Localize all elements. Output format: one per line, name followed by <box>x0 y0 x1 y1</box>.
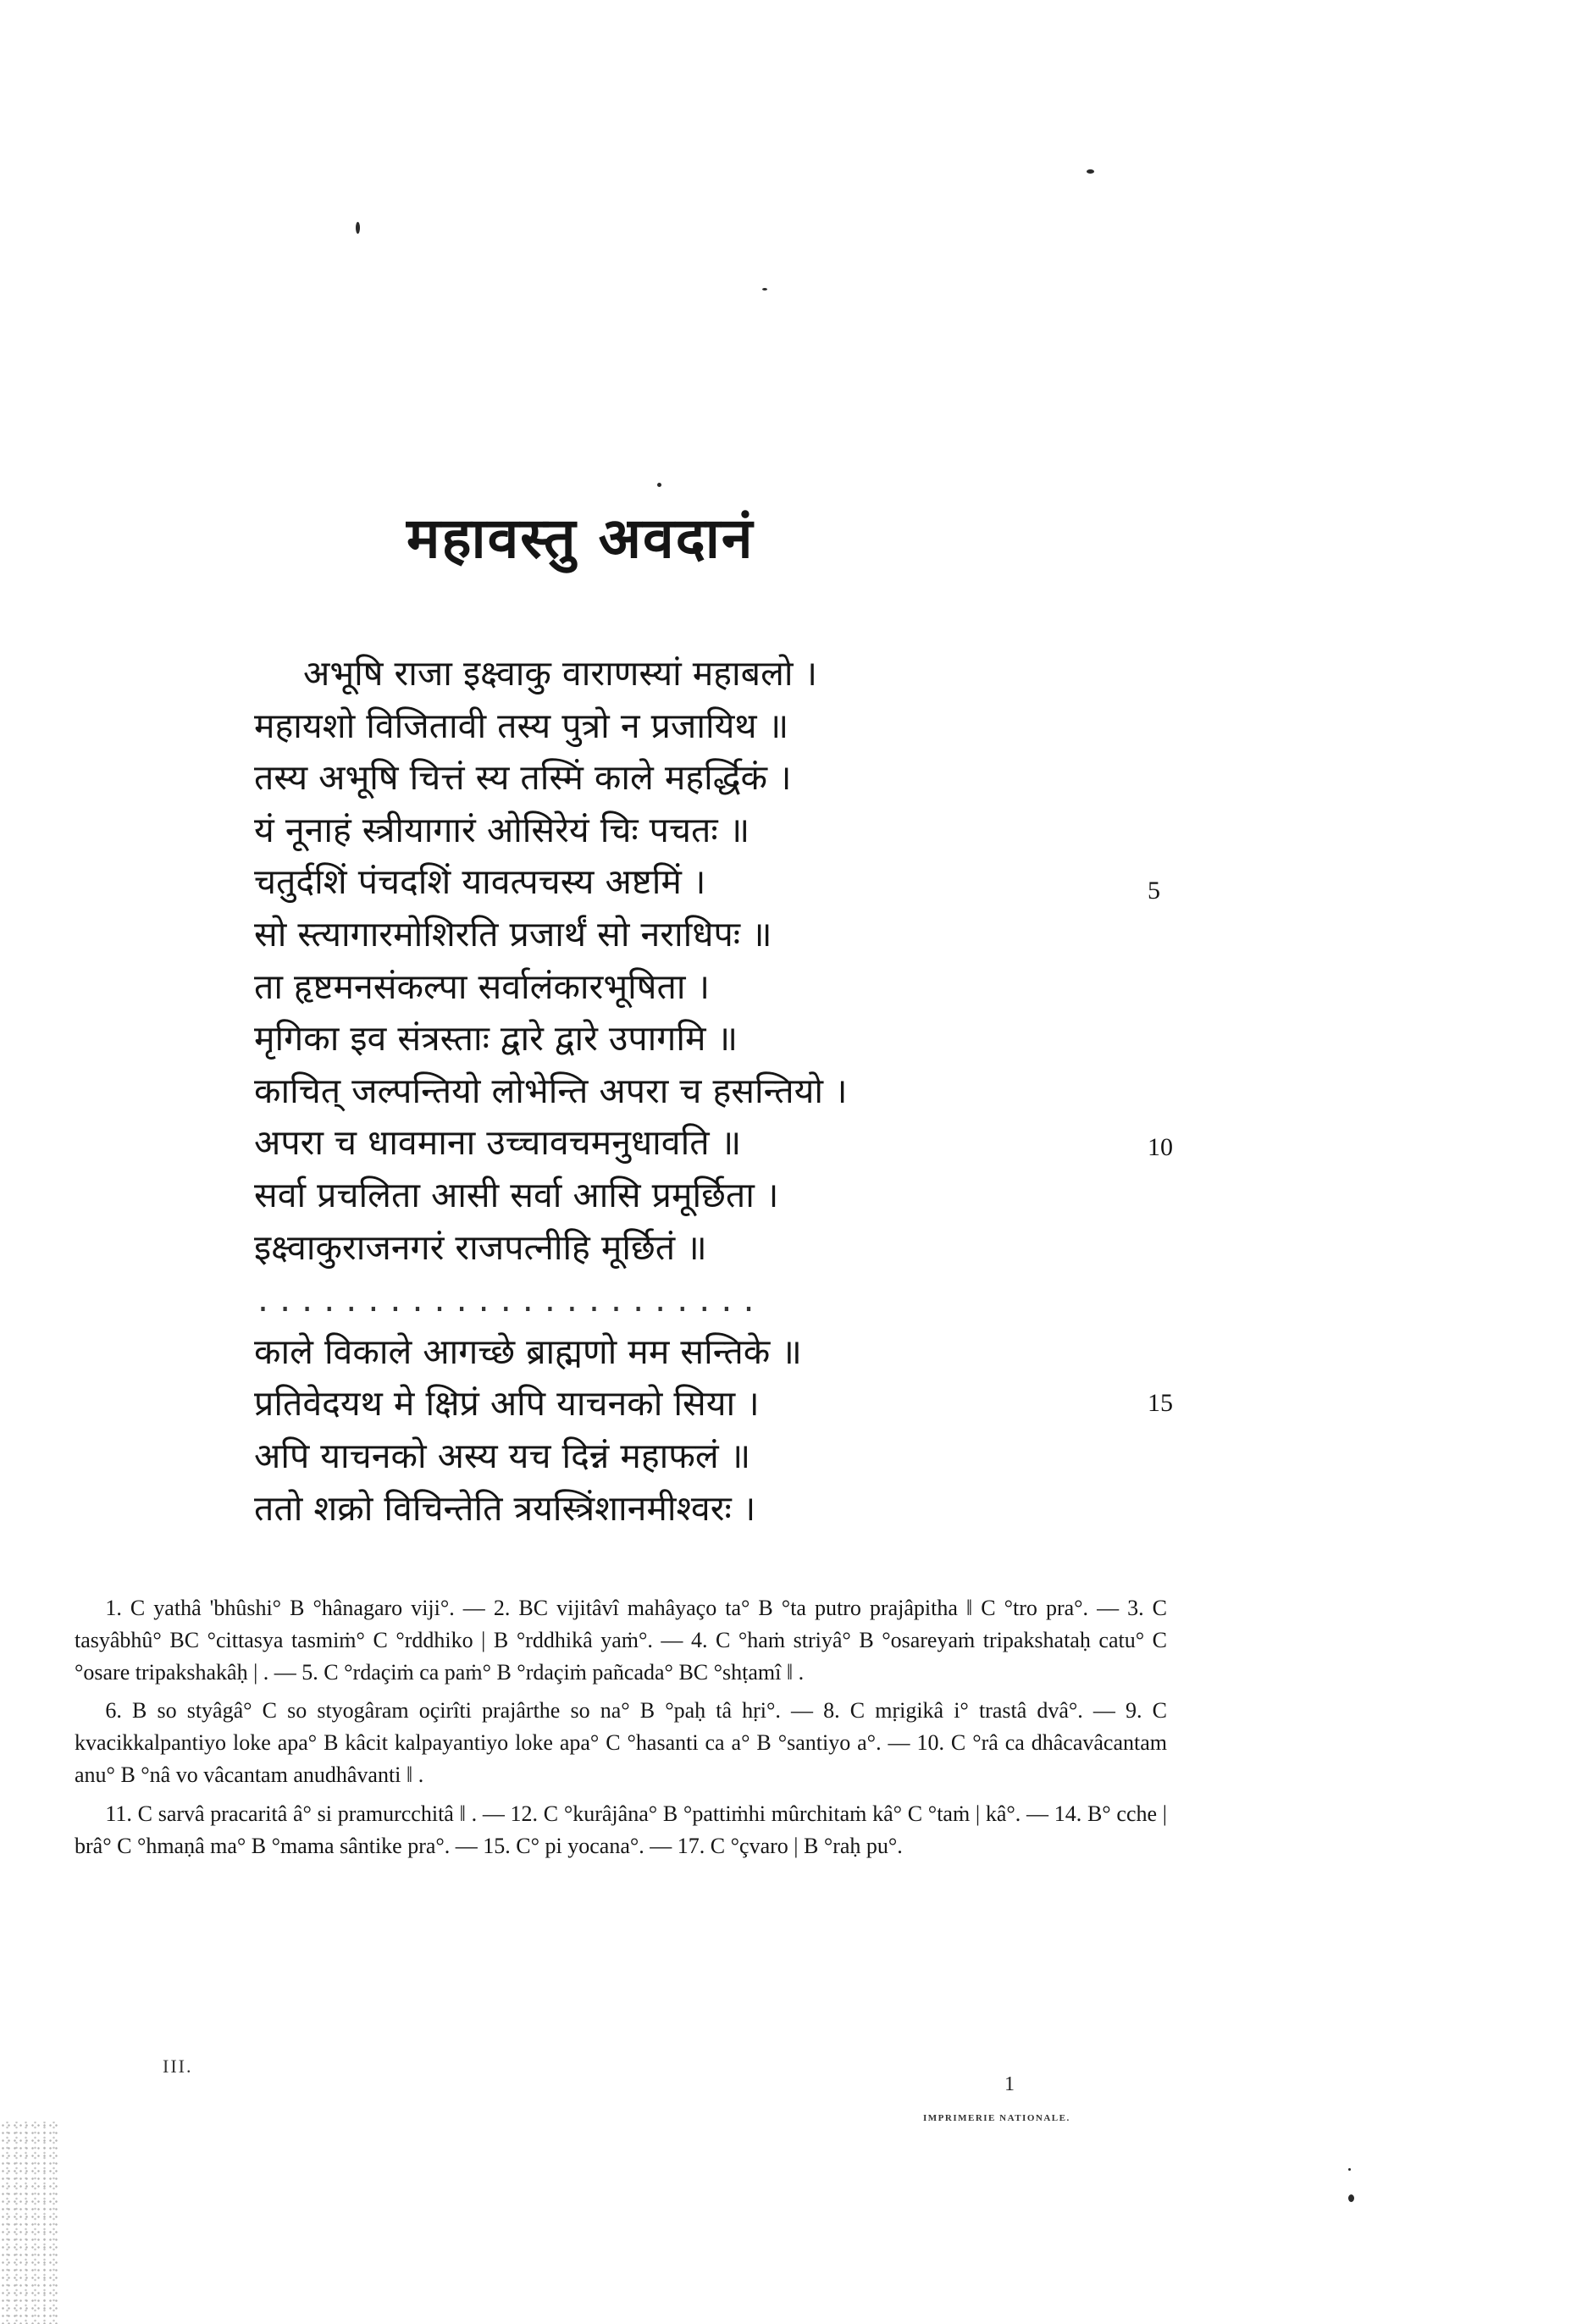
verse-block <box>254 648 1186 1535</box>
signature-mark: III. <box>163 2056 193 2077</box>
scan-speck <box>356 222 360 234</box>
verse-line-10: अपरा च धावमाना उच्चावचमनुधावति ॥ <box>254 1122 742 1164</box>
verse-line-15: प्रतिवेदयथ मे क्षिप्रं अपि याचनको सिया । <box>254 1383 760 1425</box>
verse-line-2: महायशो विजितावी तस्य पुत्रो न प्रजायिथ ॥ <box>254 705 789 746</box>
verse-line-11: सर्वा प्रचलिता आसी सर्वा आसि प्रमूर्छिता । <box>254 1174 779 1215</box>
footnotes <box>75 1592 1167 1868</box>
verse-line-12: इक्ष्वाकुराजनगरं राजपत्नीहि मूर्छितं ॥ <box>254 1226 707 1268</box>
scan-speck <box>762 288 767 290</box>
scan-speck <box>1348 2168 1351 2171</box>
lacuna-dots: . . . . . . . . . . . . . . . . . . . . . . . <box>257 1279 755 1320</box>
line-number-10: 10 <box>1148 1133 1173 1161</box>
sheet-number: 1 <box>1004 2073 1015 2095</box>
verse-line-5: चतुर्दशिं पंचदशिं यावत्पचस्य अष्टमिं । <box>254 861 706 903</box>
verse-line-4: यं नूनाहं स्त्रीयागारं ओसिरेयं चिः पचतः ॥ <box>254 809 750 850</box>
verse-line-16: अपि याचनको अस्य यच दिन्नं महाफलं ॥ <box>254 1435 751 1476</box>
verse-line-1: अभूषि राजा इक्ष्वाकु वाराणस्यां महाबलो । <box>303 653 818 694</box>
line-number-5: 5 <box>1148 877 1160 905</box>
verse-line-3: तस्य अभूषि चित्तं स्य तस्मिं काले महर्द्धिकं । <box>254 757 792 799</box>
verse-line-14: काले विकाले आगच्छे ब्राह्मणो मम सन्तिके ॥ <box>254 1331 802 1372</box>
footnote-paragraph-2: 6. B so styâgâ° C so styogâram oçirîti prajârthe so na° B °paḥ tâ hṛi°. — 8. C mṛigikâ i° trastâ dvâ°. — 9. C kvacikkalpantiyo loke apa° B kâcit kalpayantiyo loke apa° C °hasanti ca a° B °santiyo a°. — 10. C °râ ca dhâcavâcantam anu° B °nâ vo vâcantam anudhâvanti ‖ . <box>75 1698 1167 1787</box>
verse-line-6: सो स्त्यागारमोशिरति प्रजार्थं सो नराधिपः ॥ <box>254 913 772 955</box>
printer-imprint: IMPRIMERIE NATIONALE. <box>923 2113 1070 2123</box>
footnote-paragraph-1: 1. C yathâ 'bhûshi° B °hânagaro viji°. — 2. BC vijitâvî mahâyaço ta° B °ta putro prajâpitha ‖ C °tro pra°. — 3. C tasyâbhû° BC °cittasya tasmiṁ° C °rddhiko | B °rddhikâ yaṁ°. — 4. C °haṁ striyâ° B °osareyaṁ tripakshataḥ catu° C °osare tripakshakâḥ | . — 5. C °rdaçiṁ ca paṁ° B °rdaçiṁ pañcada° BC °shṭamî ‖ . <box>75 1596 1167 1685</box>
footnote-paragraph-3: 11. C sarvâ pracaritâ â° si pramurcchitâ ‖ . — 12. C °kurâjâna° B °pattiṁhi mûrchitaṁ kâ° C °taṁ | kâ°. — 14. B° cche | brâ° C °hmaṇâ ma° B °mama sântike pra°. — 15. C° pi yocana°. — 17. C °çvaro | B °raḥ pu°. <box>75 1801 1167 1858</box>
line-number-15: 15 <box>1148 1389 1173 1417</box>
page-title: महावस्तु अवदानं <box>407 506 755 571</box>
verse-line-17: ततो शक्रो विचिन्तेति त्रयस्त्रिंशानमीश्वरः । <box>254 1487 756 1529</box>
verse-line-8: मृगिका इव संत्रस्ताः द्वारे द्वारे उपागमि ॥ <box>254 1018 738 1060</box>
scan-speck <box>657 483 661 487</box>
scan-speck <box>1087 169 1094 174</box>
scan-edge-noise <box>0 2122 59 2324</box>
verse-line-9: काचित् जल्पन्तियो लोभेन्ति अपरा च हसन्तियो । <box>254 1070 848 1111</box>
scan-speck <box>1348 2194 1354 2202</box>
verse-line-7: ता हृष्टमनसंकल्पा सर्वालंकारभूषिता । <box>254 966 711 1007</box>
